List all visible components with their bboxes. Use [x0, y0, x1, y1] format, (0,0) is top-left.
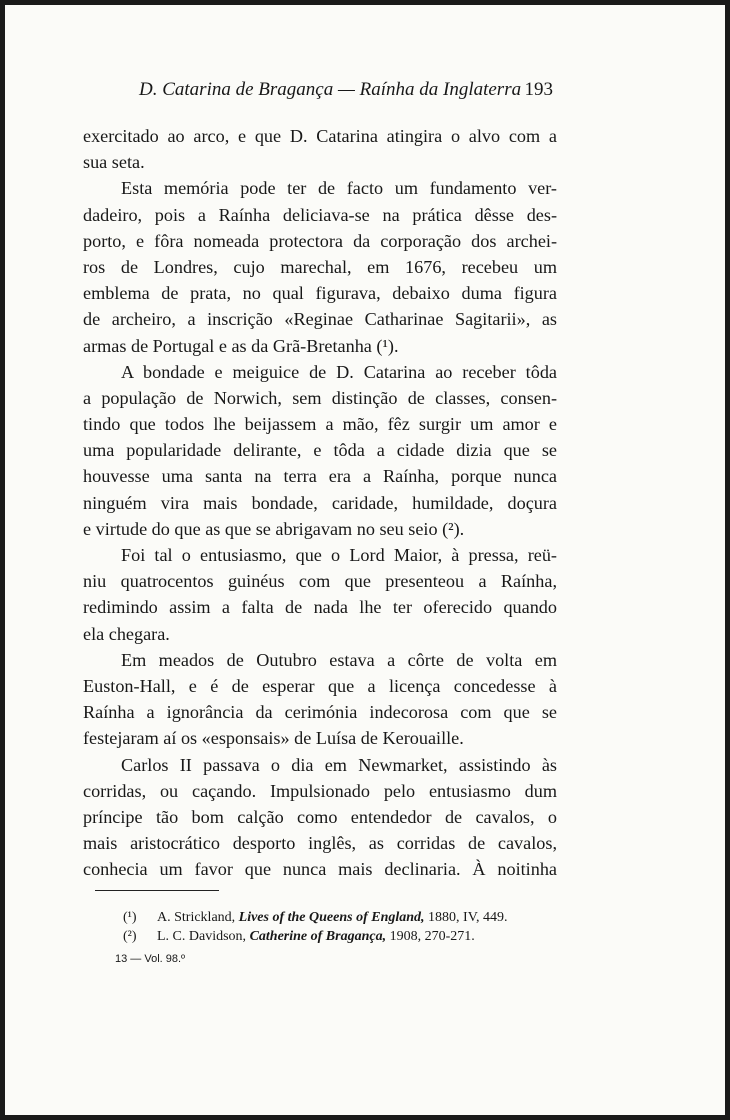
- footnote-mark: (²): [123, 929, 137, 944]
- footnote: [123, 927, 563, 946]
- text-line: a população de Norwich, sem distinção de classes, consen-: [83, 387, 557, 408]
- footnote-title: Lives of the Queens of England,: [238, 910, 425, 925]
- text-line: houvesse uma santa na terra era a Raínha, porque nunca: [83, 466, 557, 487]
- text-line: exercitado ao arco, e que D. Catarina atingira o alvo com a: [83, 126, 557, 146]
- footnote-details: 1908, 270-271.: [386, 929, 475, 944]
- printer-signature: 13 — Vol. 98.º: [115, 953, 186, 965]
- text-line: Raínha a ignorância da cerimónia indecorosa com que se: [83, 702, 557, 723]
- text-line: de archeiro, a inscrição «Reginae Catharinae Sagitarii», as: [83, 309, 557, 330]
- footnote-mark: (¹): [123, 910, 137, 925]
- running-header: [139, 79, 553, 101]
- running-title: D. Catarina de Bragança — Raínha da Inglaterra: [139, 79, 522, 100]
- text-line: emblema de prata, no qual figurava, debaixo duma figura: [83, 283, 557, 304]
- book-page: [5, 5, 725, 1115]
- footnote-details: 1880, IV, 449.: [424, 910, 508, 925]
- text-line: Euston-Hall, e é de esperar que a licença concedesse à: [83, 675, 557, 696]
- text-line: Foi tal o entusiasmo, que o Lord Maior, à pressa, reü-: [121, 545, 557, 565]
- text-line: ros de Londres, cujo marechal, em 1676, recebeu um: [83, 256, 557, 277]
- text-line: armas de Portugal e as da Grã-Bretanha (¹).: [83, 335, 399, 356]
- footnote-author: L. C. Davidson,: [157, 929, 250, 944]
- text-line: ninguém vira mais bondade, caridade, humildade, doçura: [83, 492, 557, 513]
- text-line: tindo que todos lhe beijassem a mão, fêz surgir um amor e: [83, 414, 557, 435]
- text-line: mais aristocrático desporto inglês, as corridas de cavalos,: [83, 833, 557, 854]
- footnote-author: A. Strickland,: [157, 910, 239, 925]
- text-line: Carlos II passava o dia em Newmarket, assistindo às: [121, 754, 557, 775]
- text-line: niu quatrocentos guinéus com que presenteou a Raínha,: [83, 571, 557, 592]
- text-line: príncipe tão bom calção como entendedor de cavalos, o: [83, 806, 557, 827]
- footnote-title: Catherine of Bragança,: [249, 929, 387, 944]
- footnotes: [123, 908, 563, 946]
- body-text: [83, 123, 557, 882]
- text-line: sua seta.: [83, 152, 145, 173]
- text-line: ela chegara.: [83, 623, 170, 644]
- text-line: porto, e fôra nomeada protectora da corporação dos archei-: [83, 230, 557, 251]
- text-line: A bondade e meiguice de D. Catarina ao receber tôda: [121, 361, 557, 382]
- footnote: [123, 908, 563, 927]
- text-line: e virtude do que as que se abrigavam no seu seio (²).: [83, 518, 465, 539]
- text-line: Em meados de Outubro estava a côrte de volta em: [121, 649, 557, 670]
- text-line: dadeiro, pois a Raínha deliciava-se na prática dêsse des-: [83, 204, 557, 225]
- text-line: corridas, ou caçando. Impulsionado pelo entusiasmo dum: [83, 780, 557, 801]
- footnote-rule: [95, 890, 219, 891]
- text-line: festejaram aí os «esponsais» de Luísa de Kerouaille.: [83, 728, 464, 749]
- page-number: 193: [524, 79, 553, 100]
- text-line: conhecia um favor que nunca mais declinaria. À noitinha: [83, 859, 557, 880]
- text-line: redimindo assim a falta de nada lhe ter oferecido quando: [83, 597, 557, 618]
- text-line: uma popularidade delirante, e tôda a cidade dizia que se: [83, 440, 557, 461]
- text-line: Esta memória pode ter de facto um fundamento ver-: [121, 178, 557, 199]
